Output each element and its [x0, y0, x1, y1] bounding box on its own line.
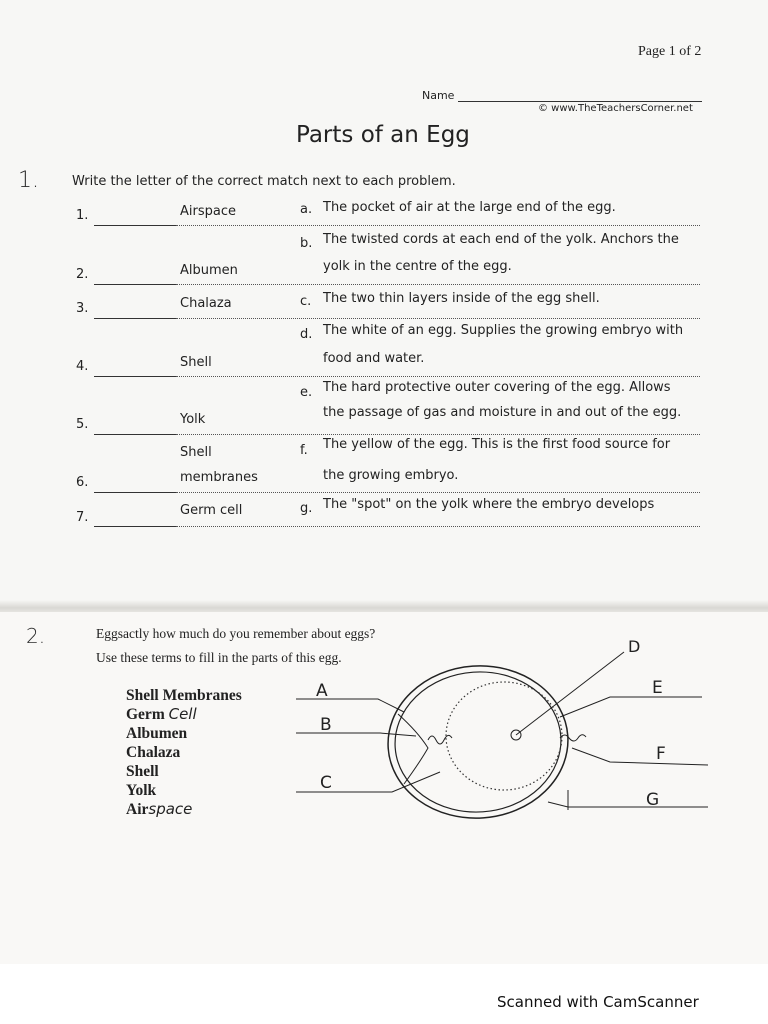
- name-label: Name: [422, 89, 455, 102]
- definition-text-line2: food and water.: [323, 351, 425, 366]
- handwritten-section-number: 2.: [26, 624, 46, 648]
- label-lines: [296, 652, 708, 810]
- page-title: Parts of an Egg: [296, 122, 470, 148]
- problem-term: Shell: [180, 355, 212, 370]
- definition-text-line2: the growing embryo.: [323, 468, 459, 483]
- word-bank-term: Germ Cell: [126, 705, 197, 723]
- word-bank-term: Shell Membranes: [126, 687, 242, 704]
- problem-term: Yolk: [180, 412, 206, 427]
- row-separator: [176, 318, 700, 319]
- definition-text: The pocket of air at the large end of the egg.: [323, 200, 616, 215]
- name-line: [458, 101, 702, 102]
- definition-letter: g.: [300, 501, 313, 516]
- definition-text-line2: yolk in the centre of the egg.: [323, 259, 512, 274]
- problem-number: 2.: [76, 267, 89, 282]
- definition-letter: f.: [300, 443, 308, 458]
- problem-term: Chalaza: [180, 296, 232, 311]
- egg-shell-membrane: [390, 666, 565, 817]
- row-separator: [176, 284, 700, 285]
- definition-letter: a.: [300, 202, 313, 217]
- answer-blank[interactable]: [94, 376, 176, 377]
- row-separator: [176, 376, 700, 377]
- diagram-label-f: F: [656, 744, 666, 764]
- problem-term: Airspace: [180, 204, 236, 219]
- definition-text: The two thin layers inside of the egg shell.: [323, 291, 600, 306]
- problem-number: 4.: [76, 359, 89, 374]
- word-bank-term: Airspace: [126, 800, 193, 818]
- egg-diagram: [0, 612, 768, 964]
- page-number: Page 1 of 2: [638, 44, 702, 59]
- definition-text: The "spot" on the yolk where the embryo develops: [323, 497, 655, 512]
- problem-number: 6.: [76, 475, 89, 490]
- answer-blank[interactable]: [94, 526, 176, 527]
- diagram-label-d: D: [628, 637, 641, 656]
- definition-letter: e.: [300, 385, 313, 400]
- answer-blank[interactable]: [94, 284, 176, 285]
- problem-number: 1.: [76, 208, 89, 223]
- section2-intro: Eggsactly how much do you remember about eggs?: [96, 626, 376, 641]
- answer-blank[interactable]: [94, 434, 176, 435]
- row-separator: [176, 526, 700, 527]
- egg-yolk: [446, 682, 562, 790]
- definition-text: The hard protective outer covering of the egg. Allows: [323, 380, 671, 395]
- diagram-label-c: C: [320, 773, 332, 793]
- scanner-watermark: Scanned with CamScanner: [497, 993, 699, 1011]
- problem-number: 5.: [76, 417, 89, 432]
- definition-text: The twisted cords at each end of the yolk. Anchors the: [323, 232, 679, 247]
- answer-blank[interactable]: [94, 492, 176, 493]
- problem-number: 7.: [76, 510, 89, 525]
- problem-term: Albumen: [180, 263, 238, 278]
- copyright-text: © www.TheTeachersCorner.net: [538, 103, 693, 114]
- definition-letter: d.: [300, 327, 313, 342]
- definition-letter: b.: [300, 236, 313, 251]
- diagram-label-b: B: [320, 715, 332, 735]
- answer-blank[interactable]: [94, 318, 176, 319]
- egg-chalaza: [428, 735, 586, 744]
- problem-number: 3.: [76, 301, 89, 316]
- row-separator: [176, 434, 700, 435]
- word-bank-term: Albumen: [126, 725, 188, 742]
- handwritten-section-number: 1.: [18, 168, 39, 193]
- instructions: Write the letter of the correct match next to each problem.: [72, 174, 456, 189]
- row-separator: [176, 492, 700, 493]
- problem-term: Shell: [180, 445, 212, 460]
- word-bank-term: Chalaza: [126, 744, 181, 761]
- problem-term: Germ cell: [180, 503, 243, 518]
- diagram-label-a: A: [316, 681, 328, 701]
- egg-shell-outer: [383, 660, 573, 824]
- answer-blank[interactable]: [94, 225, 176, 226]
- definition-text: The white of an egg. Supplies the growing embryo with: [323, 323, 684, 338]
- diagram-label-e: E: [652, 678, 663, 698]
- section2-instruction: Use these terms to fill in the parts of this egg.: [96, 650, 342, 665]
- definition-text: The yellow of the egg. This is the first food source for: [323, 437, 671, 452]
- problem-term-line2: membranes: [180, 470, 258, 485]
- word-bank-term: Shell: [126, 763, 159, 780]
- definition-letter: c.: [300, 294, 312, 309]
- definition-text-line2: the passage of gas and moisture in and out of the egg.: [323, 405, 682, 420]
- word-bank-term: Yolk: [126, 782, 157, 799]
- row-separator: [176, 225, 700, 226]
- diagram-label-g: G: [646, 790, 660, 810]
